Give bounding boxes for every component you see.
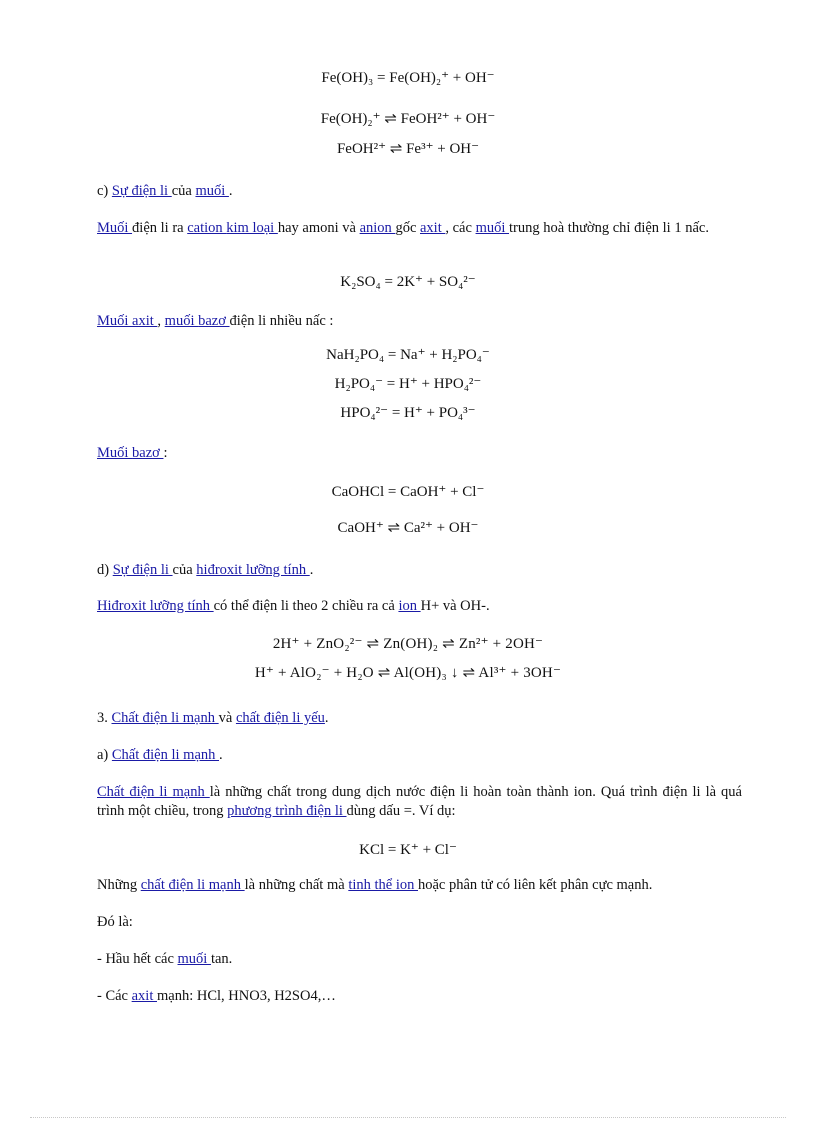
- section-a-heading: [97, 746, 742, 765]
- equation-h2po4: H₂PO₄⁻ = H⁺ + HPO₄²⁻: [334, 376, 482, 392]
- text: H+ và OH-.: [420, 598, 490, 614]
- section-d-prefix: d): [97, 562, 113, 578]
- text: - Các: [97, 988, 132, 1004]
- section-3-mid: và: [218, 710, 236, 726]
- equation-caoh: CaOH⁺ ⇌ Ca²⁺ + OH⁻: [337, 520, 479, 536]
- equation-al: H⁺ + AlO₂⁻ + H₂O ⇌ Al(OH)₃ ↓ ⇌ Al³⁺ + 3OH⁻: [254, 665, 562, 681]
- page-bottom-divider: [30, 1117, 786, 1118]
- paragraph-muoi: [97, 219, 742, 238]
- text: Những: [97, 877, 141, 893]
- link-kim-loai[interactable]: kim loại: [226, 220, 278, 236]
- link-muoi[interactable]: Muối: [97, 220, 133, 236]
- section-d-heading: [97, 561, 742, 580]
- link-ion[interactable]: ion: [398, 598, 421, 614]
- equation-hpo4: HPO₄²⁻ = H⁺ + PO₄³⁻: [340, 405, 476, 421]
- link-chat-dien-li-manh[interactable]: Chất điện li mạnh: [111, 710, 219, 726]
- text: điện li ra: [132, 220, 188, 236]
- text: dùng dấu =. Ví dụ:: [346, 803, 456, 819]
- bullet-muoi-tan: [97, 950, 742, 969]
- equation-feoh: FeOH²⁺ ⇌ Fe³⁺ + OH⁻: [336, 141, 480, 157]
- bullet-axit-manh: [97, 987, 742, 1006]
- equation-caohcl: CaOHCl = CaOH⁺ + Cl⁻: [331, 484, 485, 500]
- link-bazo[interactable]: bazơ: [132, 445, 164, 461]
- link-phuong-trinh-dien-li[interactable]: phương trình điện li: [227, 803, 347, 819]
- text: :: [163, 445, 168, 461]
- link-chat-dien-li-manh[interactable]: Chất điện li mạnh: [111, 747, 220, 763]
- section-3-end: .: [324, 710, 329, 726]
- link-su-dien-li[interactable]: Sự điện li: [112, 562, 173, 578]
- text: điện li nhiều nấc :: [229, 313, 334, 329]
- text: - Hầu hết các: [97, 951, 178, 967]
- link-muoi[interactable]: muối: [164, 313, 199, 329]
- text: là những chất trong dung dịch nước điện li hoàn toàn thành ion. Quá trình điện li là quá trình một chiều, trong: [97, 784, 742, 819]
- text: có thể điện li theo 2 chiều ra cả: [213, 598, 399, 614]
- section-c-prefix: c): [97, 183, 112, 199]
- text: mạnh: HCl, HNO3, H2SO4,…: [157, 988, 336, 1004]
- section-c-heading: [97, 182, 742, 201]
- text: gốc: [395, 220, 420, 236]
- text: tan.: [210, 951, 233, 967]
- text: trung hoà thường chỉ điện li 1 nấc.: [509, 220, 709, 236]
- text: ,: [157, 313, 165, 329]
- link-axit[interactable]: axit: [131, 988, 157, 1004]
- link-anion[interactable]: anion: [359, 220, 396, 236]
- link-su-dien-li[interactable]: Sự điện li: [111, 183, 172, 199]
- equation-zn: 2H⁺ + ZnO₂²⁻ ⇌ Zn(OH)₂ ⇌ Zn²⁺ + 2OH⁻: [272, 636, 544, 652]
- paragraph-do-la: Đó là:: [97, 914, 133, 930]
- section-a-end: .: [219, 747, 223, 763]
- link-tinh-the-ion[interactable]: tinh thể ion: [348, 877, 418, 893]
- link-muoi[interactable]: muối: [177, 951, 211, 967]
- paragraph-hidroxit: [97, 597, 742, 616]
- equation-fe-oh3: Fe(OH)₃ = Fe(OH)₂⁺ + OH⁻: [321, 70, 495, 86]
- text: là những chất mà: [244, 877, 349, 893]
- equation-fe-oh2: Fe(OH)₂⁺ ⇌ FeOH²⁺ + OH⁻: [320, 111, 496, 127]
- paragraph-nhung: [97, 876, 742, 895]
- section-d-end: .: [309, 562, 314, 578]
- paragraph-muoi-axit: [97, 312, 742, 331]
- paragraph-muoi-bazo: [97, 444, 742, 463]
- link-muoi[interactable]: muối: [475, 220, 509, 236]
- section-d-mid: của: [172, 562, 197, 578]
- equation-nah2po4: NaH₂PO₄ = Na⁺ + H₂PO₄⁻: [326, 347, 490, 363]
- link-muoi[interactable]: muối: [195, 183, 229, 199]
- equation-kcl: KCl = K⁺ + Cl⁻: [359, 842, 457, 858]
- section-3-heading: [97, 709, 742, 728]
- link-chat-dien-li-yeu[interactable]: chất điện li yếu: [235, 710, 325, 726]
- link-chat-dien-li-manh[interactable]: chất điện li mạnh: [140, 877, 245, 893]
- paragraph-chat-dien-li-manh: [97, 783, 742, 821]
- section-c-mid: của: [171, 183, 196, 199]
- equation-k2so4: K₂SO₄ = 2K⁺ + SO₄²⁻: [340, 274, 476, 290]
- link-axit[interactable]: axit: [420, 220, 446, 236]
- section-c-end: .: [228, 183, 233, 199]
- link-chat-dien-li-manh[interactable]: Chất điện li mạnh: [97, 784, 210, 800]
- text: , các: [445, 220, 476, 236]
- text: hoặc phân tử có liên kết phân cực mạnh.: [418, 877, 653, 893]
- link-hidroxit-luong-tinh[interactable]: hiđroxit lưỡng tính: [196, 562, 310, 578]
- link-cation[interactable]: cation: [187, 220, 227, 236]
- link-hidroxit-luong-tinh[interactable]: Hiđroxit lưỡng tính: [97, 598, 214, 614]
- section-a-prefix: a): [97, 747, 112, 763]
- link-muoi[interactable]: Muối: [97, 445, 133, 461]
- link-bazo[interactable]: bazơ: [198, 313, 230, 329]
- link-muoi-axit[interactable]: Muối axit: [97, 313, 158, 329]
- section-3-prefix: 3.: [97, 710, 112, 726]
- text: hay amoni và: [277, 220, 360, 236]
